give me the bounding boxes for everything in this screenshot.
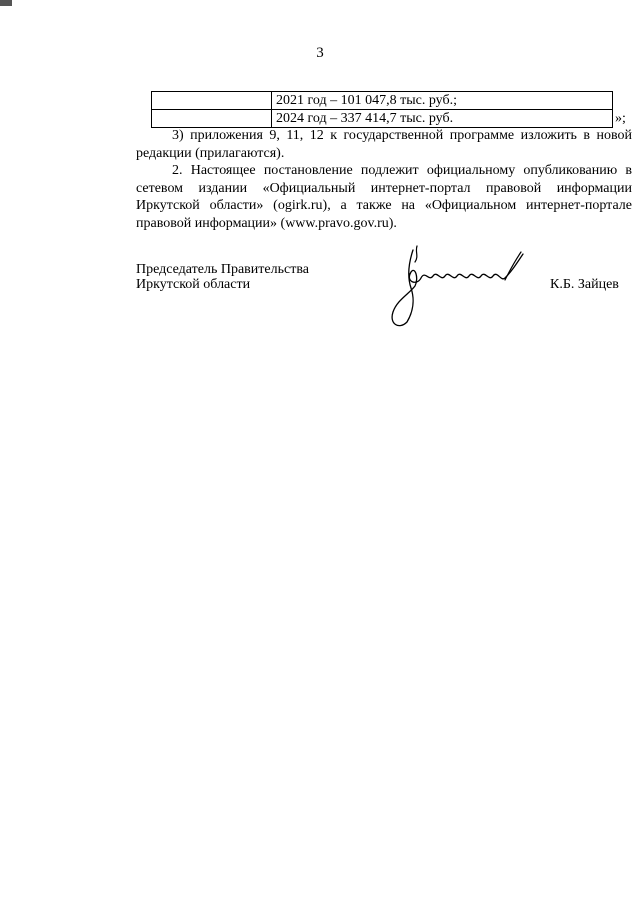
signatory-title-line-2: Иркутской области [136,277,251,292]
table-row [152,92,613,110]
signatory-name: К.Б. Зайцев [550,277,619,292]
page-number: 3 [316,45,324,61]
signatory-title-line-1: Председатель Правительства [136,262,309,277]
handwritten-signature [385,242,535,330]
table-cell-empty [152,110,272,128]
scan-corner-mark [0,0,12,6]
paragraph-item-2: 2. Настоящее постановление подлежит официальному опубликованию в сетевом издании «Официальный интернет-портал правовой информации Иркутской области» (ogirk.ru), а также на «Официальном интернет-портале правовой информации» (www.pravo.gov.ru). [136,163,632,231]
table-cell-funding: 2024 год – 337 414,7 тыс. руб. [272,110,613,128]
paragraph-item-3: 3) приложения 9, 11, 12 к государственной программе изложить в новой редакции (прилагаются). [136,128,632,161]
signatory-title [136,262,309,292]
table-cell-empty [152,92,272,110]
table-row [152,110,613,128]
table-cell-funding: 2021 год – 101 047,8 тыс. руб.; [272,92,613,110]
program-funding-table [151,91,613,128]
table-closing-quote: »; [615,111,626,126]
